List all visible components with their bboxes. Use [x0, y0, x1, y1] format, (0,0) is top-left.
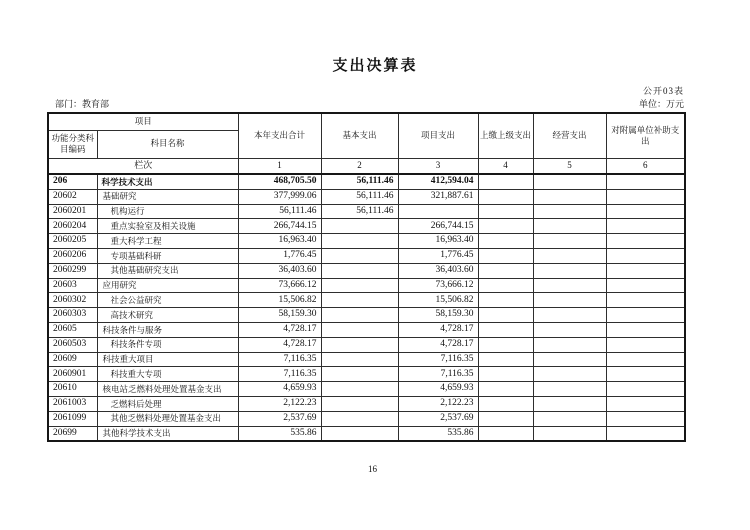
cell-name: 科技重大项目 — [97, 352, 238, 367]
cell-total: 266,744.15 — [238, 219, 321, 234]
cell-project: 4,659.93 — [398, 382, 478, 397]
cell-basic — [321, 426, 398, 441]
cell-code: 2060205 — [48, 234, 97, 249]
cell-upper — [478, 308, 533, 323]
cell-subsidy — [606, 367, 685, 382]
header-row-1 — [48, 113, 685, 130]
cell-operating — [533, 426, 606, 441]
cell-project: 7,116.35 — [398, 352, 478, 367]
cell-basic — [321, 234, 398, 249]
cell-total: 4,659.93 — [238, 382, 321, 397]
cell-subsidy — [606, 263, 685, 278]
cell-code: 2060901 — [48, 367, 97, 382]
table-row — [48, 337, 685, 352]
cell-name: 社会公益研究 — [97, 293, 238, 308]
rank-1: 1 — [238, 158, 321, 174]
cell-code: 2060503 — [48, 337, 97, 352]
cell-operating — [533, 337, 606, 352]
table-row — [48, 426, 685, 441]
cell-total: 1,776.45 — [238, 248, 321, 263]
cell-upper — [478, 278, 533, 293]
cell-project: 4,728.17 — [398, 337, 478, 352]
cell-operating — [533, 263, 606, 278]
table-row — [48, 204, 685, 219]
cell-basic — [321, 382, 398, 397]
cell-operating — [533, 293, 606, 308]
table-row — [48, 174, 685, 189]
cell-name: 高技术研究 — [97, 308, 238, 323]
cell-project: 16,963.40 — [398, 234, 478, 249]
cell-basic: 56,111.46 — [321, 174, 398, 189]
cell-code: 2060302 — [48, 293, 97, 308]
table-header — [48, 113, 685, 174]
table-row — [48, 367, 685, 382]
table-row — [48, 263, 685, 278]
cell-total: 73,666.12 — [238, 278, 321, 293]
cell-total: 535.86 — [238, 426, 321, 441]
cell-name: 核电站乏燃料处理处置基金支出 — [97, 382, 238, 397]
cell-total: 7,116.35 — [238, 352, 321, 367]
cell-operating — [533, 174, 606, 189]
cell-code: 20609 — [48, 352, 97, 367]
cell-subsidy — [606, 322, 685, 337]
cell-upper — [478, 337, 533, 352]
cell-subsidy — [606, 204, 685, 219]
cell-upper — [478, 411, 533, 426]
cell-operating — [533, 396, 606, 411]
cell-project: 1,776.45 — [398, 248, 478, 263]
header-operating: 经营支出 — [533, 113, 606, 158]
header-subsidy: 对附属单位补助支出 — [606, 113, 685, 158]
cell-subsidy — [606, 219, 685, 234]
cell-total: 377,999.06 — [238, 189, 321, 204]
cell-operating — [533, 382, 606, 397]
cell-basic — [321, 278, 398, 293]
cell-project: 535.86 — [398, 426, 478, 441]
table-row — [48, 322, 685, 337]
header-code: 功能分类科目编码 — [48, 130, 97, 158]
cell-total: 36,403.60 — [238, 263, 321, 278]
cell-upper — [478, 322, 533, 337]
cell-total: 2,122.23 — [238, 396, 321, 411]
cell-project: 4,728.17 — [398, 322, 478, 337]
cell-subsidy — [606, 337, 685, 352]
cell-basic — [321, 352, 398, 367]
cell-name: 应用研究 — [97, 278, 238, 293]
cell-subsidy — [606, 411, 685, 426]
unit-label: 单位：万元 — [638, 99, 684, 109]
cell-code: 2060299 — [48, 263, 97, 278]
cell-name: 科技条件与服务 — [97, 322, 238, 337]
page-number: 16 — [368, 464, 377, 474]
cell-name: 重点实验室及相关设施 — [97, 219, 238, 234]
cell-operating — [533, 248, 606, 263]
cell-operating — [533, 204, 606, 219]
cell-name: 科技重大专项 — [97, 367, 238, 382]
cell-basic — [321, 263, 398, 278]
cell-code: 2060204 — [48, 219, 97, 234]
cell-subsidy — [606, 248, 685, 263]
cell-operating — [533, 189, 606, 204]
cell-operating — [533, 367, 606, 382]
cell-name: 机构运行 — [97, 204, 238, 219]
cell-code: 20699 — [48, 426, 97, 441]
table-row — [48, 293, 685, 308]
cell-upper — [478, 352, 533, 367]
cell-operating — [533, 234, 606, 249]
cell-upper — [478, 426, 533, 441]
cell-basic — [321, 411, 398, 426]
header-name: 科目名称 — [97, 130, 238, 158]
table-row — [48, 308, 685, 323]
cell-upper — [478, 293, 533, 308]
cell-basic — [321, 219, 398, 234]
cell-subsidy — [606, 278, 685, 293]
rank-2: 2 — [321, 158, 398, 174]
cell-total: 4,728.17 — [238, 337, 321, 352]
cell-upper — [478, 263, 533, 278]
cell-operating — [533, 278, 606, 293]
cell-basic — [321, 396, 398, 411]
cell-basic: 56,111.46 — [321, 189, 398, 204]
cell-code: 20602 — [48, 189, 97, 204]
cell-code: 206 — [48, 174, 97, 189]
cell-basic — [321, 293, 398, 308]
cell-project: 412,594.04 — [398, 174, 478, 189]
header-rank-row — [48, 158, 685, 174]
rank-3: 3 — [398, 158, 478, 174]
table-row — [48, 382, 685, 397]
cell-upper — [478, 189, 533, 204]
cell-basic — [321, 248, 398, 263]
cell-name: 其他科学技术支出 — [97, 426, 238, 441]
cell-name: 其他乏燃料处理处置基金支出 — [97, 411, 238, 426]
cell-code: 2061099 — [48, 411, 97, 426]
cell-total: 56,111.46 — [238, 204, 321, 219]
cell-code: 20605 — [48, 322, 97, 337]
cell-code: 2060201 — [48, 204, 97, 219]
cell-basic — [321, 322, 398, 337]
cell-operating — [533, 352, 606, 367]
cell-upper — [478, 367, 533, 382]
rank-5: 5 — [533, 158, 606, 174]
cell-project: 321,887.61 — [398, 189, 478, 204]
cell-project: 36,403.60 — [398, 263, 478, 278]
cell-subsidy — [606, 234, 685, 249]
cell-subsidy — [606, 189, 685, 204]
cell-upper — [478, 174, 533, 189]
cell-code: 20603 — [48, 278, 97, 293]
expenditure-table — [47, 112, 686, 442]
cell-project: 15,506.82 — [398, 293, 478, 308]
header-total: 本年支出合计 — [238, 113, 321, 158]
cell-basic — [321, 337, 398, 352]
cell-name: 专项基础科研 — [97, 248, 238, 263]
cell-subsidy — [606, 308, 685, 323]
cell-name: 其他基础研究支出 — [97, 263, 238, 278]
cell-name: 科技条件专项 — [97, 337, 238, 352]
cell-total: 2,537.69 — [238, 411, 321, 426]
cell-total: 15,506.82 — [238, 293, 321, 308]
header-project: 项目支出 — [398, 113, 478, 158]
cell-name: 基础研究 — [97, 189, 238, 204]
cell-project: 266,744.15 — [398, 219, 478, 234]
cell-total: 58,159.30 — [238, 308, 321, 323]
table-row — [48, 189, 685, 204]
cell-upper — [478, 219, 533, 234]
cell-total: 468,705.50 — [238, 174, 321, 189]
department-label: 部门：教育部 — [55, 99, 110, 109]
cell-subsidy — [606, 426, 685, 441]
meta-row — [55, 97, 684, 110]
cell-basic: 56,111.46 — [321, 204, 398, 219]
cell-subsidy — [606, 352, 685, 367]
cell-subsidy — [606, 174, 685, 189]
header-item-group: 项目 — [48, 113, 238, 130]
header-upper: 上缴上级支出 — [478, 113, 533, 158]
cell-upper — [478, 382, 533, 397]
cell-basic — [321, 367, 398, 382]
cell-code: 2060303 — [48, 308, 97, 323]
cell-operating — [533, 219, 606, 234]
cell-name: 重大科学工程 — [97, 234, 238, 249]
rank-label: 栏次 — [48, 158, 238, 174]
cell-upper — [478, 234, 533, 249]
cell-project: 58,159.30 — [398, 308, 478, 323]
cell-upper — [478, 396, 533, 411]
table-row — [48, 352, 685, 367]
form-number: 公开03表 — [642, 86, 684, 96]
cell-total: 4,728.17 — [238, 322, 321, 337]
cell-project: 2,537.69 — [398, 411, 478, 426]
cell-code: 2061003 — [48, 396, 97, 411]
table-row — [48, 411, 685, 426]
cell-subsidy — [606, 382, 685, 397]
cell-basic — [321, 308, 398, 323]
header-basic: 基本支出 — [321, 113, 398, 158]
table-row — [48, 248, 685, 263]
cell-code: 20610 — [48, 382, 97, 397]
table-row — [48, 219, 685, 234]
cell-project: 7,116.35 — [398, 367, 478, 382]
cell-project: 73,666.12 — [398, 278, 478, 293]
cell-name: 乏燃料后处理 — [97, 396, 238, 411]
cell-subsidy — [606, 396, 685, 411]
table-row — [48, 234, 685, 249]
cell-upper — [478, 248, 533, 263]
cell-total: 7,116.35 — [238, 367, 321, 382]
cell-name: 科学技术支出 — [97, 174, 238, 189]
table-row — [48, 278, 685, 293]
cell-upper — [478, 204, 533, 219]
cell-subsidy — [606, 293, 685, 308]
rank-6: 6 — [606, 158, 685, 174]
table-row — [48, 396, 685, 411]
cell-operating — [533, 308, 606, 323]
cell-code: 2060206 — [48, 248, 97, 263]
rank-4: 4 — [478, 158, 533, 174]
cell-project: 2,122.23 — [398, 396, 478, 411]
page-title: 支出决算表 — [332, 58, 418, 74]
cell-total: 16,963.40 — [238, 234, 321, 249]
table-body — [48, 174, 685, 441]
cell-operating — [533, 411, 606, 426]
cell-operating — [533, 322, 606, 337]
cell-project — [398, 204, 478, 219]
